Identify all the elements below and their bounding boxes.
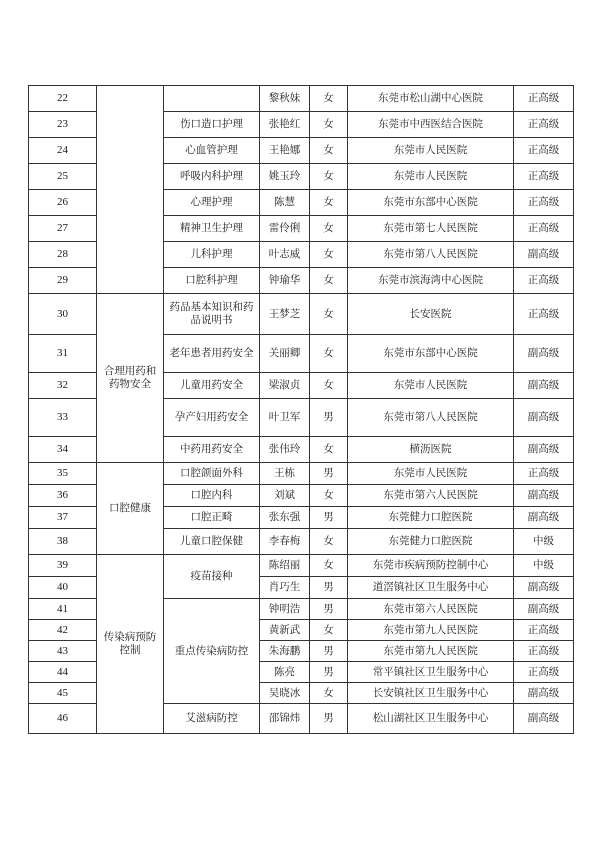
expert-name: 梁淑贞 [260, 373, 310, 399]
topic-cell: 心血管护理 [164, 138, 260, 164]
row-number: 42 [29, 620, 97, 641]
institution: 东莞市第八人民医院 [348, 399, 514, 437]
gender: 女 [310, 216, 348, 242]
institution: 东莞市人民医院 [348, 373, 514, 399]
professional-title: 副高级 [514, 683, 574, 704]
topic-cell: 艾滋病防控 [164, 704, 260, 734]
gender: 女 [310, 529, 348, 555]
gender: 女 [310, 242, 348, 268]
professional-title: 副高级 [514, 577, 574, 599]
expert-name: 黎秋妹 [260, 86, 310, 112]
institution: 东莞市东部中心医院 [348, 190, 514, 216]
institution: 东莞市人民医院 [348, 138, 514, 164]
gender: 男 [310, 507, 348, 529]
expert-name: 王梦芝 [260, 294, 310, 335]
expert-name: 肖巧生 [260, 577, 310, 599]
row-number: 45 [29, 683, 97, 704]
gender: 女 [310, 485, 348, 507]
expert-name: 刘斌 [260, 485, 310, 507]
professional-title: 副高级 [514, 599, 574, 620]
professional-title: 正高级 [514, 662, 574, 683]
institution: 常平镇社区卫生服务中心 [348, 662, 514, 683]
institution: 东莞市人民医院 [348, 463, 514, 485]
topic-cell: 老年患者用药安全 [164, 335, 260, 373]
category-oral-health: 口腔健康 [97, 463, 164, 555]
expert-name: 张东强 [260, 507, 310, 529]
institution: 东莞市第九人民医院 [348, 641, 514, 662]
row-number: 30 [29, 294, 97, 335]
institution: 东莞市第六人民医院 [348, 599, 514, 620]
row-number: 39 [29, 555, 97, 577]
institution: 东莞市人民医院 [348, 164, 514, 190]
institution: 横沥医院 [348, 437, 514, 463]
institution: 东莞市松山湖中心医院 [348, 86, 514, 112]
row-number: 29 [29, 268, 97, 294]
institution: 东莞市中西医结合医院 [348, 112, 514, 138]
topic-cell: 药品基本知识和药品说明书 [164, 294, 260, 335]
professional-title: 正高级 [514, 216, 574, 242]
category-rational-drug-use: 合理用药和药物安全 [97, 294, 164, 463]
institution: 东莞市第八人民医院 [348, 242, 514, 268]
gender: 男 [310, 662, 348, 683]
row-number: 35 [29, 463, 97, 485]
professional-title: 副高级 [514, 373, 574, 399]
row-number: 31 [29, 335, 97, 373]
expert-name: 黄新武 [260, 620, 310, 641]
topic-cell: 心理护理 [164, 190, 260, 216]
institution: 松山湖社区卫生服务中心 [348, 704, 514, 734]
row-number: 32 [29, 373, 97, 399]
row-number: 22 [29, 86, 97, 112]
gender: 女 [310, 555, 348, 577]
gender: 女 [310, 138, 348, 164]
topic-cell: 口腔科护理 [164, 268, 260, 294]
professional-title: 副高级 [514, 399, 574, 437]
gender: 男 [310, 399, 348, 437]
table-row [29, 463, 574, 485]
professional-title: 正高级 [514, 112, 574, 138]
row-number: 38 [29, 529, 97, 555]
topic-cell: 伤口造口护理 [164, 112, 260, 138]
category-infectious-disease: 传染病预防控制 [97, 555, 164, 734]
topic-cell: 精神卫生护理 [164, 216, 260, 242]
expert-name: 钟明浩 [260, 599, 310, 620]
topic-cell: 口腔颌面外科 [164, 463, 260, 485]
institution: 东莞市滨海湾中心医院 [348, 268, 514, 294]
row-number: 40 [29, 577, 97, 599]
topic-cell [164, 86, 260, 112]
gender: 女 [310, 437, 348, 463]
gender: 女 [310, 294, 348, 335]
gender: 男 [310, 704, 348, 734]
professional-title: 副高级 [514, 704, 574, 734]
table-row [29, 555, 574, 577]
topic-cell: 儿科护理 [164, 242, 260, 268]
institution: 东莞市第九人民医院 [348, 620, 514, 641]
category-cell-nursing [97, 86, 164, 294]
gender: 女 [310, 620, 348, 641]
gender: 女 [310, 86, 348, 112]
expert-name: 叶志威 [260, 242, 310, 268]
institution: 长安医院 [348, 294, 514, 335]
professional-title: 中级 [514, 529, 574, 555]
row-number: 34 [29, 437, 97, 463]
expert-name: 雷伶俐 [260, 216, 310, 242]
gender: 女 [310, 683, 348, 704]
row-number: 27 [29, 216, 97, 242]
gender: 女 [310, 190, 348, 216]
professional-title: 正高级 [514, 641, 574, 662]
professional-title: 副高级 [514, 507, 574, 529]
professional-title: 正高级 [514, 190, 574, 216]
table-row [29, 86, 574, 112]
expert-name: 陈绍丽 [260, 555, 310, 577]
professional-title: 正高级 [514, 164, 574, 190]
professional-title: 中级 [514, 555, 574, 577]
professional-title: 正高级 [514, 463, 574, 485]
institution: 东莞市东部中心医院 [348, 335, 514, 373]
expert-name: 陈亮 [260, 662, 310, 683]
professional-title: 副高级 [514, 437, 574, 463]
professional-title: 正高级 [514, 268, 574, 294]
expert-table [28, 85, 574, 734]
institution: 东莞健力口腔医院 [348, 507, 514, 529]
expert-name: 朱海鹏 [260, 641, 310, 662]
professional-title: 正高级 [514, 138, 574, 164]
row-number: 36 [29, 485, 97, 507]
topic-cell: 口腔正畸 [164, 507, 260, 529]
professional-title: 副高级 [514, 485, 574, 507]
gender: 女 [310, 164, 348, 190]
institution: 东莞健力口腔医院 [348, 529, 514, 555]
row-number: 23 [29, 112, 97, 138]
expert-name: 关丽卿 [260, 335, 310, 373]
expert-name: 李春梅 [260, 529, 310, 555]
expert-name: 钟瑜华 [260, 268, 310, 294]
gender: 女 [310, 112, 348, 138]
gender: 女 [310, 335, 348, 373]
gender: 男 [310, 577, 348, 599]
row-number: 33 [29, 399, 97, 437]
topic-cell-vaccine: 疫苗接种 [164, 555, 260, 599]
expert-name: 姚玉玲 [260, 164, 310, 190]
topic-cell: 儿童用药安全 [164, 373, 260, 399]
row-number: 44 [29, 662, 97, 683]
professional-title: 副高级 [514, 335, 574, 373]
row-number: 28 [29, 242, 97, 268]
row-number: 37 [29, 507, 97, 529]
gender: 女 [310, 268, 348, 294]
institution: 东莞市疾病预防控制中心 [348, 555, 514, 577]
topic-cell-key-infectious: 重点传染病防控 [164, 599, 260, 704]
table-row [29, 294, 574, 335]
expert-name: 邵锦炜 [260, 704, 310, 734]
expert-name: 吴晓冰 [260, 683, 310, 704]
topic-cell: 呼吸内科护理 [164, 164, 260, 190]
topic-cell: 孕产妇用药安全 [164, 399, 260, 437]
row-number: 46 [29, 704, 97, 734]
professional-title: 副高级 [514, 242, 574, 268]
expert-name: 张艳红 [260, 112, 310, 138]
gender: 女 [310, 373, 348, 399]
expert-name: 叶卫军 [260, 399, 310, 437]
row-number: 25 [29, 164, 97, 190]
gender: 男 [310, 599, 348, 620]
professional-title: 正高级 [514, 294, 574, 335]
professional-title: 正高级 [514, 86, 574, 112]
expert-name: 张伟玲 [260, 437, 310, 463]
topic-cell: 中药用药安全 [164, 437, 260, 463]
row-number: 26 [29, 190, 97, 216]
institution: 长安镇社区卫生服务中心 [348, 683, 514, 704]
gender: 男 [310, 463, 348, 485]
expert-name: 王栋 [260, 463, 310, 485]
row-number: 41 [29, 599, 97, 620]
row-number: 43 [29, 641, 97, 662]
institution: 道滘镇社区卫生服务中心 [348, 577, 514, 599]
topic-cell: 口腔内科 [164, 485, 260, 507]
expert-name: 王艳娜 [260, 138, 310, 164]
gender: 男 [310, 641, 348, 662]
institution: 东莞市第七人民医院 [348, 216, 514, 242]
topic-cell: 儿童口腔保健 [164, 529, 260, 555]
row-number: 24 [29, 138, 97, 164]
professional-title: 正高级 [514, 620, 574, 641]
institution: 东莞市第六人民医院 [348, 485, 514, 507]
expert-name: 陈慧 [260, 190, 310, 216]
